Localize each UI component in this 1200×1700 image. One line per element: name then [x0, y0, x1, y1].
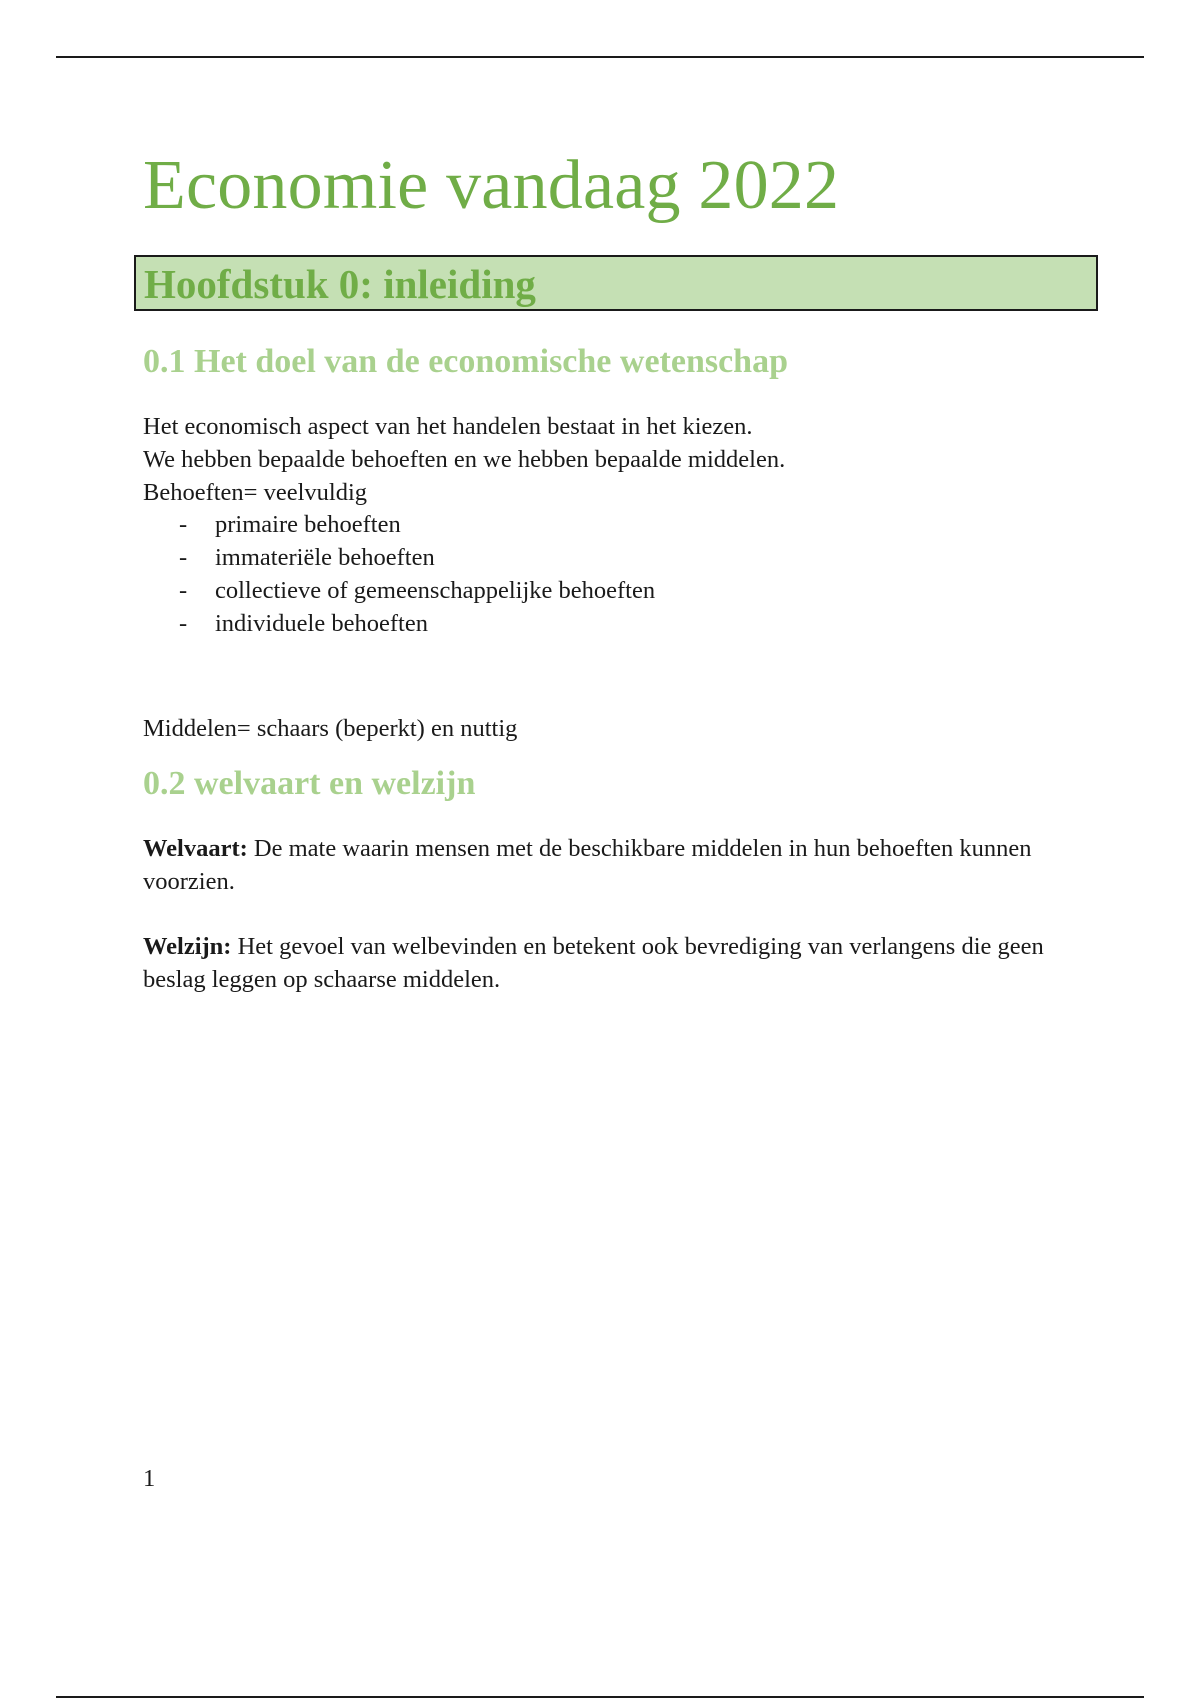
chapter-heading-box: [134, 255, 1098, 311]
intro-line-1: Het economisch aspect van het handelen bestaat in het kiezen.: [143, 413, 753, 440]
welvaart-text: De mate waarin mensen met de beschikbare middelen in hun behoeften kunnen voorzien.: [143, 835, 1032, 895]
welzijn-text: Het gevoel van welbevinden en betekent ook bevrediging van verlangens die geen beslag leggen op schaarse middelen.: [143, 933, 1044, 993]
list-dash: -: [179, 610, 188, 637]
list-item: - immateriële behoeften: [179, 541, 655, 574]
bottom-rule: [56, 1696, 1144, 1698]
section-heading-0-2: 0.2 welvaart en welzijn: [143, 765, 476, 802]
list-item: - individuele behoeften: [179, 607, 655, 640]
welvaart-term: Welvaart:: [143, 835, 248, 862]
list-item: - primaire behoeften: [179, 508, 655, 541]
list-item: - collectieve of gemeenschappelijke behoeften: [179, 574, 655, 607]
document-title: Economie vandaag 2022: [143, 147, 840, 224]
means-paragraph: Middelen= schaars (beperkt) en nuttig: [143, 715, 518, 742]
top-rule: [56, 56, 1144, 58]
welzijn-definition: [143, 930, 1103, 996]
list-dash: -: [179, 544, 188, 571]
document-page: [143, 140, 1103, 993]
section-heading-0-1: 0.1 Het doel van de economische wetenschap: [143, 343, 789, 380]
list-dash: -: [179, 511, 188, 538]
welzijn-term: Welzijn:: [143, 933, 232, 960]
needs-label: Behoeften= veelvuldig: [143, 479, 368, 506]
welvaart-definition: [143, 832, 1103, 898]
needs-list: [179, 508, 655, 640]
page-number: 1: [143, 1465, 156, 1492]
intro-line-2: We hebben bepaalde behoeften en we hebben bepaalde middelen.: [143, 446, 786, 473]
list-dash: -: [179, 577, 188, 604]
intro-paragraph: [143, 410, 1103, 476]
chapter-title: Hoofdstuk 0: inleiding: [144, 261, 536, 307]
